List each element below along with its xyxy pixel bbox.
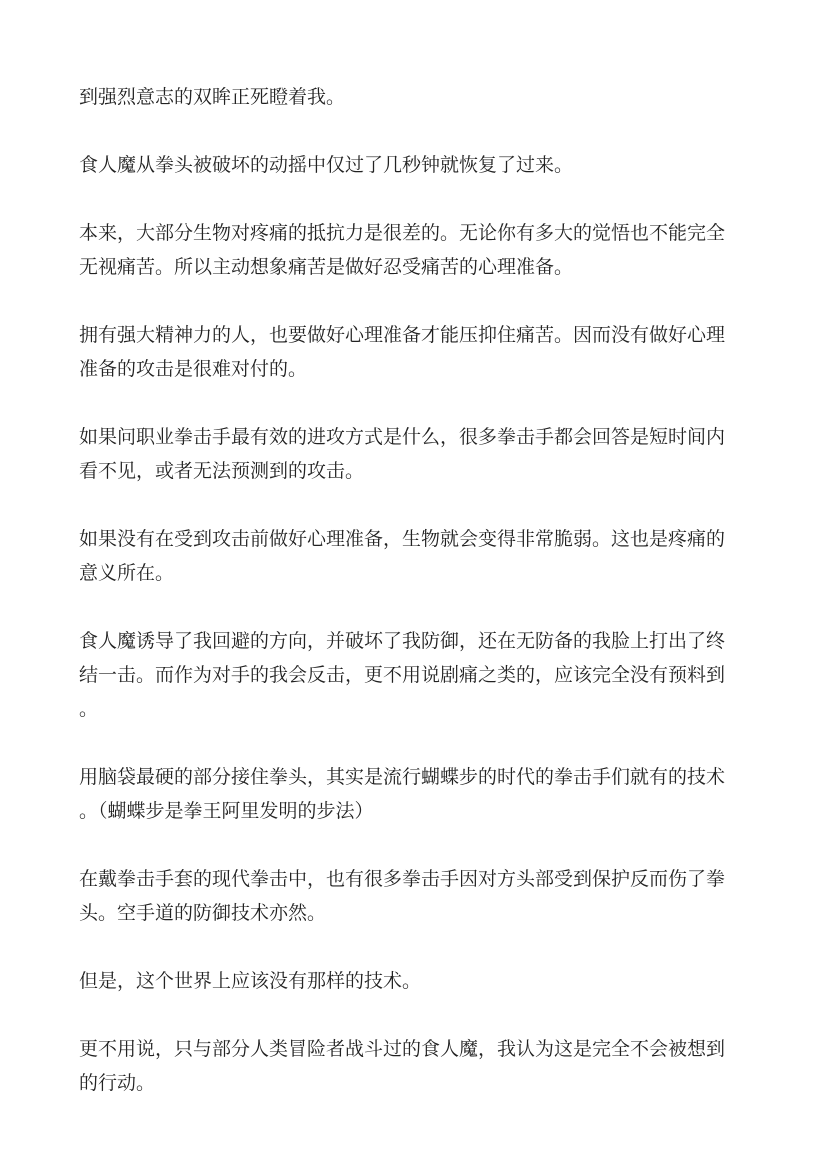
paragraph-11: 更不用说，只与部分人类冒险者战斗过的食人魔，我认为这是完全不会被想到 的行动。 bbox=[79, 1038, 726, 1094]
paragraph-7: 食人魔诱导了我回避的方向，并破坏了我防御，还在无防备的我脸上打出了终 结一击。而作为对手的我会反击，更不用说剧痛之类的，应该完全没有预料到 。 bbox=[79, 630, 726, 720]
paragraph-1: 到强烈意志的双眸正死瞪着我。 bbox=[79, 86, 346, 108]
paragraph-10: 但是，这个世界上应该没有那样的技术。 bbox=[79, 970, 422, 992]
paragraph-3: 本来，大部分生物对疼痛的抵抗力是很差的。无论你有多大的觉悟也不能完全 无视痛苦。所以主动想象痛苦是做好忍受痛苦的心理准备。 bbox=[79, 222, 726, 278]
paragraph-8: 用脑袋最硬的部分接住拳头，其实是流行蝴蝶步的时代的拳击手们就有的技术 。（蝴蝶步是拳王阿里发明的步法） bbox=[79, 766, 726, 822]
document-page bbox=[79, 80, 729, 1134]
paragraph-9: 在戴拳击手套的现代拳击中，也有很多拳击手因对方头部受到保护反而伤了拳 头。空手道的防御技术亦然。 bbox=[79, 868, 726, 924]
paragraph-5: 如果问职业拳击手最有效的进攻方式是什么，很多拳击手都会回答是短时间内 看不见，或者无法预测到的攻击。 bbox=[79, 426, 726, 482]
paragraph-2: 食人魔从拳头被破坏的动摇中仅过了几秒钟就恢复了过来。 bbox=[79, 154, 574, 176]
paragraph-6: 如果没有在受到攻击前做好心理准备，生物就会变得非常脆弱。这也是疼痛的 意义所在。 bbox=[79, 528, 726, 584]
paragraph-4: 拥有强大精神力的人，也要做好心理准备才能压抑住痛苦。因而没有做好心理 准备的攻击是很难对付的。 bbox=[79, 324, 726, 380]
